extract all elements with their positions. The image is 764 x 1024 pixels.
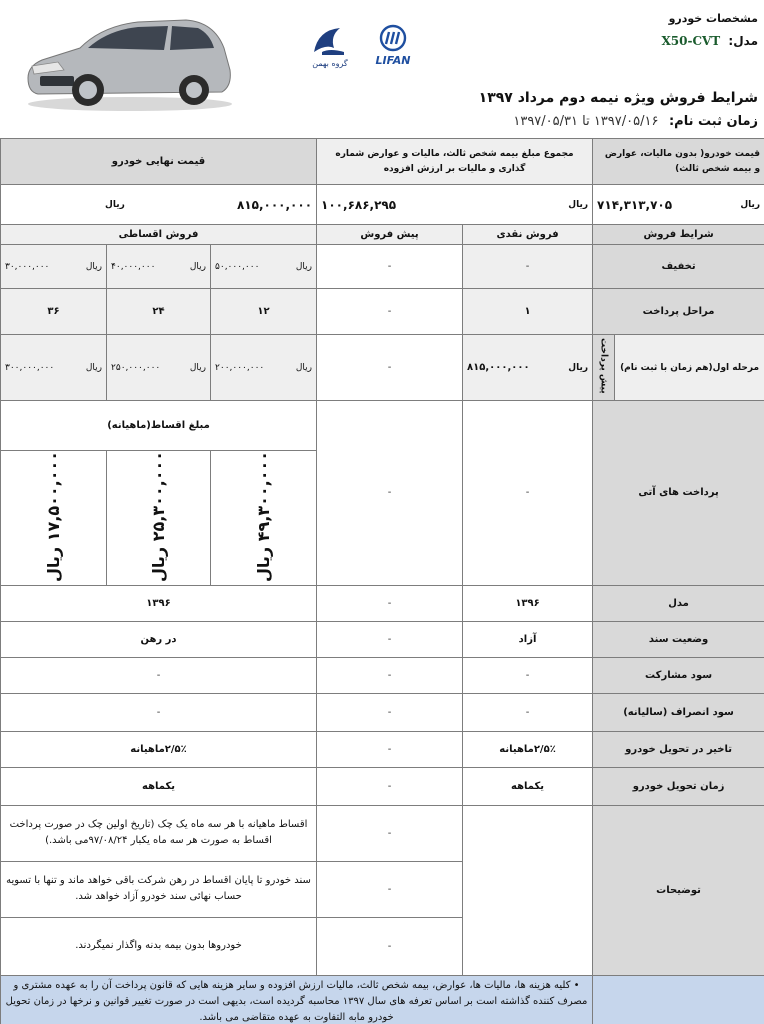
prepay-24	[107, 335, 211, 401]
cash-header: فروش نقدی	[463, 225, 593, 245]
delivery-inst: یکماهه	[1, 767, 317, 805]
cancel-label: سود انصراف (سالیانه)	[593, 693, 764, 731]
final-price-unit: ریال	[105, 199, 125, 210]
prepay-group	[593, 335, 615, 401]
base-price-value: ۷۱۴,۳۱۳,۷۰۵	[597, 197, 673, 212]
conditions-header: شرایط فروش	[593, 225, 764, 245]
lifan-emblem-icon	[364, 22, 422, 68]
note-3: خودروها بدون بیمه بدنه واگذار نمیگردند.	[1, 917, 317, 975]
future-12-unit: ریال	[254, 546, 274, 582]
discount-24-unit: ریال	[189, 261, 207, 272]
taxes-value: ۱۰۰,۶۸۶,۲۹۵	[321, 197, 397, 212]
delivery-presale: -	[317, 767, 463, 805]
note-1-presale: -	[317, 805, 463, 861]
future-cash: -	[463, 401, 593, 586]
stages-row	[1, 289, 764, 335]
discount-24	[107, 245, 211, 289]
base-price-header: قیمت خودرو( بدون مالیات، عوارض و بیمه شخص ثالث)	[593, 139, 764, 185]
prepay-24-unit: ریال	[189, 362, 207, 373]
future-36	[1, 451, 107, 586]
footer-note: • کلیه هزینه ها، مالیات ها، عوارض، بیمه شخص ثالث، مالیات ارزش افزوده و سایر هزینه هایی که قانون پرداخت آن را به عهده مشتری و مصرف کننده گذاشته است بر اساس تعرفه های سال ۱۳۹۷ محاسبه گردیده است، بدیهی است در صورت تغییر قوانین و نرخها در زمان تحویل خودرو مابه التفاوت به عهده متقاضی می باشد.	[1, 975, 593, 1024]
document-inst: در رهن	[1, 621, 317, 657]
stages-24: ۲۴	[107, 289, 211, 335]
base-price-cell	[593, 185, 764, 225]
model-value: X50-CVT	[661, 34, 721, 48]
registration-period: ۱۳۹۷/۰۵/۱۶ تا ۱۳۹۷/۰۵/۳۱	[513, 114, 659, 129]
price-value-row	[1, 185, 764, 225]
stages-12: ۱۲	[211, 289, 317, 335]
discount-36	[1, 245, 107, 289]
prepay-36-unit: ریال	[85, 362, 103, 373]
prepay-cash-unit: ریال	[568, 362, 589, 373]
installment-header: فروش اقساطی	[1, 225, 317, 245]
prepay-cash	[463, 335, 593, 401]
future-24-value: ۲۵,۳۰۰,۰۰۰	[149, 451, 169, 542]
stages-36: ۳۶	[1, 289, 107, 335]
notes-label: توضیحات	[593, 805, 764, 975]
prepay-presale: -	[317, 335, 463, 401]
model-line	[661, 34, 758, 48]
model-row	[1, 585, 764, 621]
delay-inst: ۲/۵٪ماهیانه	[1, 731, 317, 767]
profit-label: سود مشارکت	[593, 657, 764, 693]
future-label: پرداخت های آتی	[593, 401, 764, 586]
sale-title: شرایط فروش ویژه نیمه دوم مرداد ۱۳۹۷	[478, 90, 758, 106]
model-label: مدل:	[728, 34, 758, 48]
profit-inst: -	[1, 657, 317, 693]
delay-label: تاخیر در تحویل خودرو	[593, 731, 764, 767]
model-cash: ۱۳۹۶	[463, 585, 593, 621]
prepay-36-value: ۳۰۰,۰۰۰,۰۰۰	[5, 362, 55, 373]
prepay-row	[1, 335, 764, 401]
discount-cash: -	[463, 245, 593, 289]
note-2: سند خودرو تا پایان اقساط در رهن شرکت باقی خواهد ماند و تنها با تسویه حساب نهائی سند خودرو آزاد خواهد شد.	[1, 861, 317, 917]
discount-36-value: ۳۰,۰۰۰,۰۰۰	[5, 261, 50, 272]
model-presale: -	[317, 585, 463, 621]
notes-cash-blank	[463, 805, 593, 975]
discount-presale: -	[317, 245, 463, 289]
document-row	[1, 621, 764, 657]
delay-cash: ۲/۵٪ماهیانه	[463, 731, 593, 767]
footer-row	[1, 975, 764, 1024]
stages-cash: ۱	[463, 289, 593, 335]
lifan-logo-text: LIFAN	[375, 54, 411, 67]
discount-12	[211, 245, 317, 289]
future-presale: -	[317, 401, 463, 586]
note-row-1	[1, 805, 764, 861]
profit-cash: -	[463, 657, 593, 693]
base-price-unit: ریال	[740, 199, 761, 210]
spec-title: مشخصات خودرو	[668, 12, 758, 25]
delivery-cash: یکماهه	[463, 767, 593, 805]
model-inst: ۱۳۹۶	[1, 585, 317, 621]
delay-presale: -	[317, 731, 463, 767]
installment-amount-title: مبلغ اقساط(ماهیانه)	[1, 401, 317, 451]
future-24	[107, 451, 211, 586]
bahman-group-logo	[300, 22, 360, 72]
prepay-12	[211, 335, 317, 401]
document-label: وضعیت سند	[593, 621, 764, 657]
discount-row	[1, 245, 764, 289]
column-header-row	[1, 225, 764, 245]
final-price-header: قیمت نهایی خودرو	[1, 139, 317, 185]
model-label-cell: مدل	[593, 585, 764, 621]
presale-header: پیش فروش	[317, 225, 463, 245]
prepay-group-label: پیش پرداخت	[598, 338, 609, 394]
discount-24-value: ۴۰,۰۰۰,۰۰۰	[111, 261, 156, 272]
taxes-header: مجموع مبلغ بیمه شخص ثالث، مالیات و عوارض شماره گذاری و مالیات بر ارزش افزوده	[317, 139, 593, 185]
prepay-label: مرحله اول(هم زمان با ثبت نام)	[615, 335, 764, 401]
discount-12-unit: ریال	[295, 261, 313, 272]
registration-label: زمان ثبت نام:	[668, 114, 758, 129]
document-presale: -	[317, 621, 463, 657]
bahman-logo-text: گروه بهمن	[312, 59, 348, 68]
future-36-unit: ریال	[44, 546, 64, 582]
delivery-label: زمان تحویل خودرو	[593, 767, 764, 805]
cancel-row	[1, 693, 764, 731]
price-header-row	[1, 139, 764, 185]
future-24-unit: ریال	[149, 546, 169, 582]
note-3-presale: -	[317, 917, 463, 975]
delay-row	[1, 731, 764, 767]
footer-blank	[593, 975, 764, 1024]
prepay-12-value: ۲۰۰,۰۰۰,۰۰۰	[215, 362, 265, 373]
future-header-row	[1, 401, 764, 451]
final-price-cell	[1, 185, 317, 225]
final-price-value: ۸۱۵,۰۰۰,۰۰۰	[236, 197, 313, 212]
note-2-presale: -	[317, 861, 463, 917]
future-12-value: ۴۹,۳۰۰,۰۰۰	[254, 451, 274, 542]
car-image	[18, 8, 240, 114]
note-1: اقساط ماهیانه با هر سه ماه یک چک (تاریخ اولین چک در صورت پرداخت اقساط به صورت هر سه ماه یکبار ۹۷/۰۸/۲۴می باشد.)	[1, 805, 317, 861]
cancel-inst: -	[1, 693, 317, 731]
page-header	[0, 0, 764, 138]
prepay-24-value: ۲۵۰,۰۰۰,۰۰۰	[111, 362, 161, 373]
cancel-cash: -	[463, 693, 593, 731]
lifan-logo	[364, 22, 422, 68]
taxes-unit: ریال	[568, 199, 589, 210]
discount-label: تخفیف	[593, 245, 764, 289]
document-cash: آزاد	[463, 621, 593, 657]
profit-row	[1, 657, 764, 693]
prepay-cash-value: ۸۱۵,۰۰۰,۰۰۰	[467, 362, 530, 373]
future-12	[211, 451, 317, 586]
discount-12-value: ۵۰,۰۰۰,۰۰۰	[215, 261, 260, 272]
stages-presale: -	[317, 289, 463, 335]
cancel-presale: -	[317, 693, 463, 731]
prepay-36	[1, 335, 107, 401]
delivery-row	[1, 767, 764, 805]
future-36-value: ۱۷,۵۰۰,۰۰۰	[44, 451, 64, 542]
discount-36-unit: ریال	[85, 261, 103, 272]
profit-presale: -	[317, 657, 463, 693]
bahman-emblem-icon	[300, 22, 360, 72]
registration-line	[513, 114, 758, 129]
sales-conditions-table	[0, 138, 764, 1024]
stages-label: مراحل پرداخت	[593, 289, 764, 335]
taxes-cell	[317, 185, 593, 225]
prepay-12-unit: ریال	[295, 362, 313, 373]
